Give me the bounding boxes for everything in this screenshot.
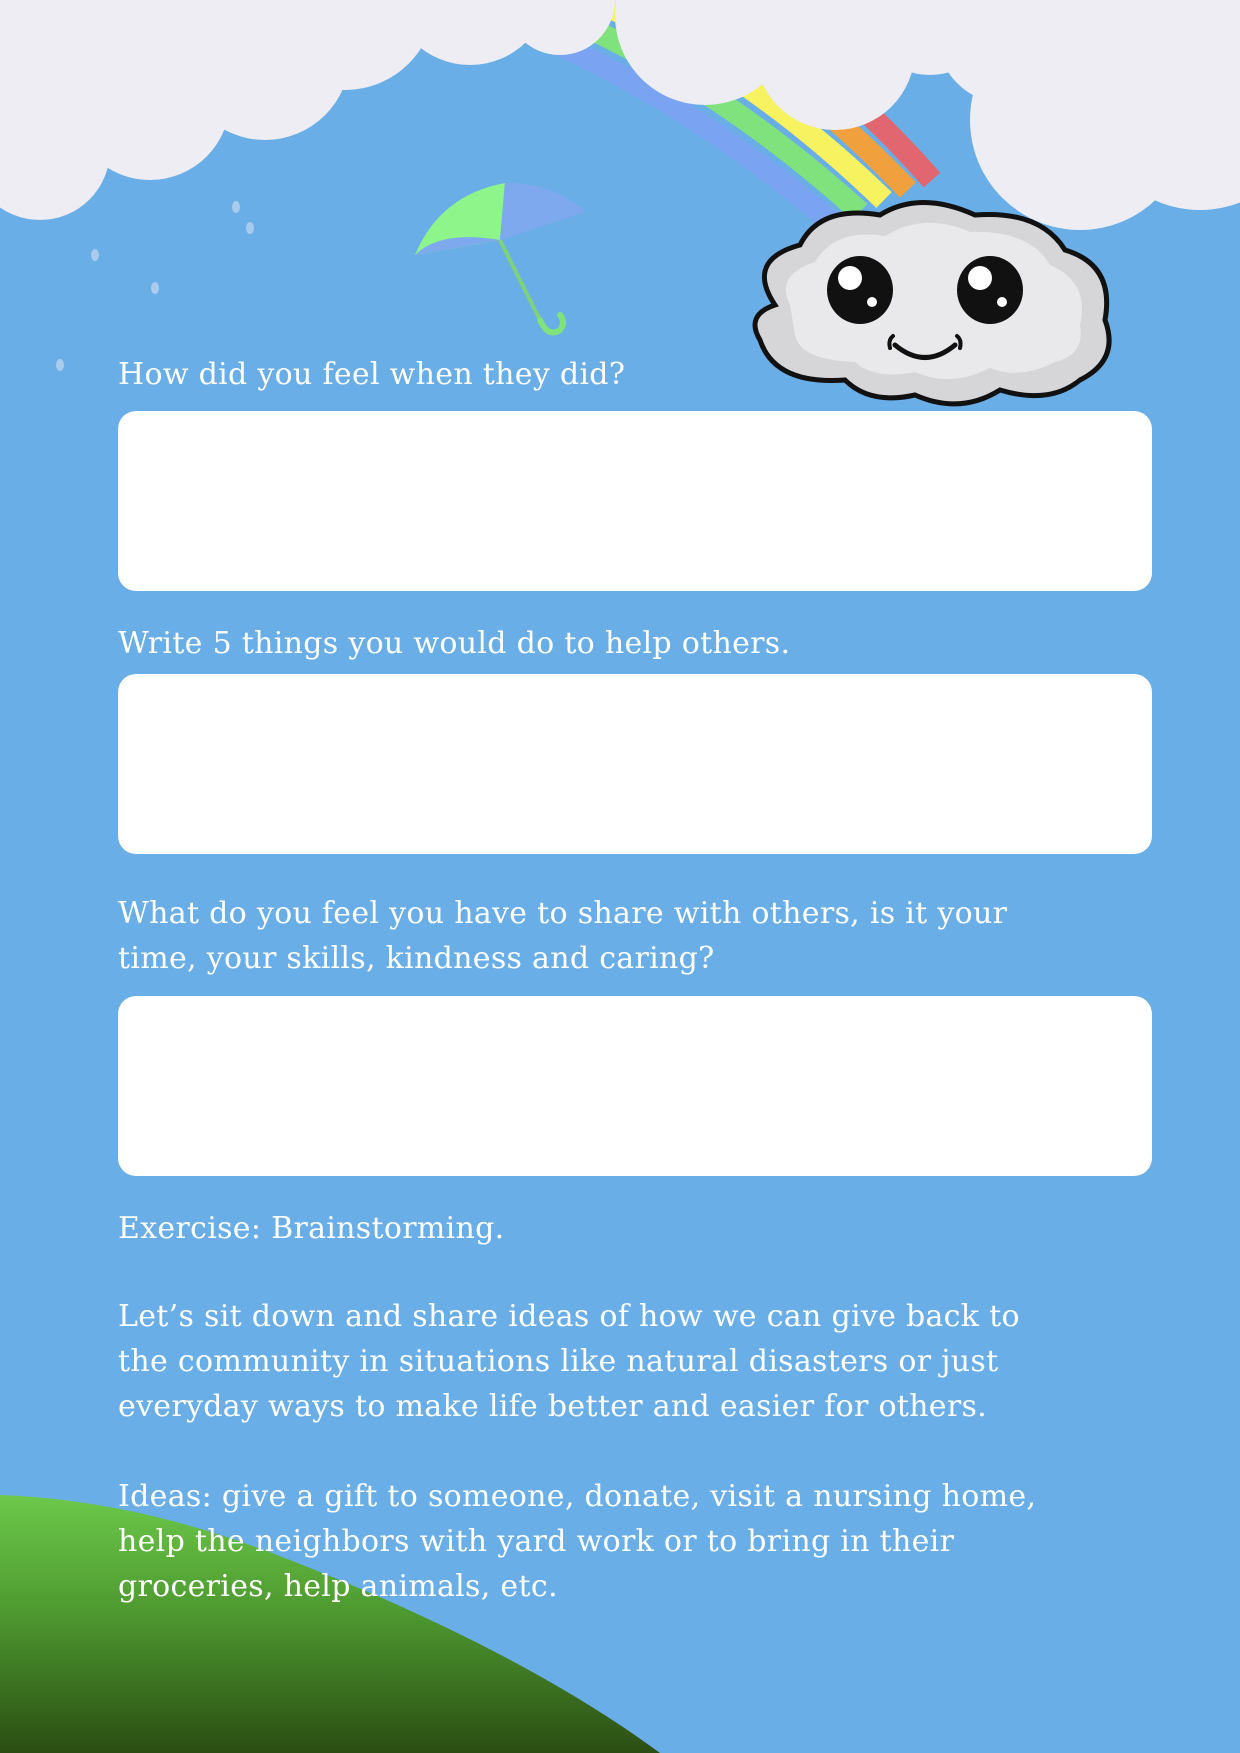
- question-1-prompt: How did you feel when they did?: [118, 357, 626, 392]
- exercise-ideas: Ideas: give a gift to someone, donate, visit a nursing home, help the neighbors with yard work or to bring in their groceries, help animals, etc.: [118, 1479, 1037, 1604]
- exercise-intro: Let’s sit down and share ideas of how we can give back to the community in situations like natural disasters or just everyday ways to make life better and easier for others.: [118, 1299, 1020, 1424]
- exercise-title: Exercise: Brainstorming.: [118, 1211, 505, 1246]
- question-2-answer-box[interactable]: [118, 674, 1152, 854]
- question-1-answer-box[interactable]: [118, 411, 1152, 591]
- question-3-prompt: What do you feel you have to share with others, is it your time, your skills, kindness and caring?: [118, 896, 1008, 976]
- question-2-prompt: Write 5 things you would do to help others.: [118, 626, 791, 661]
- question-3-answer-box[interactable]: [118, 996, 1152, 1176]
